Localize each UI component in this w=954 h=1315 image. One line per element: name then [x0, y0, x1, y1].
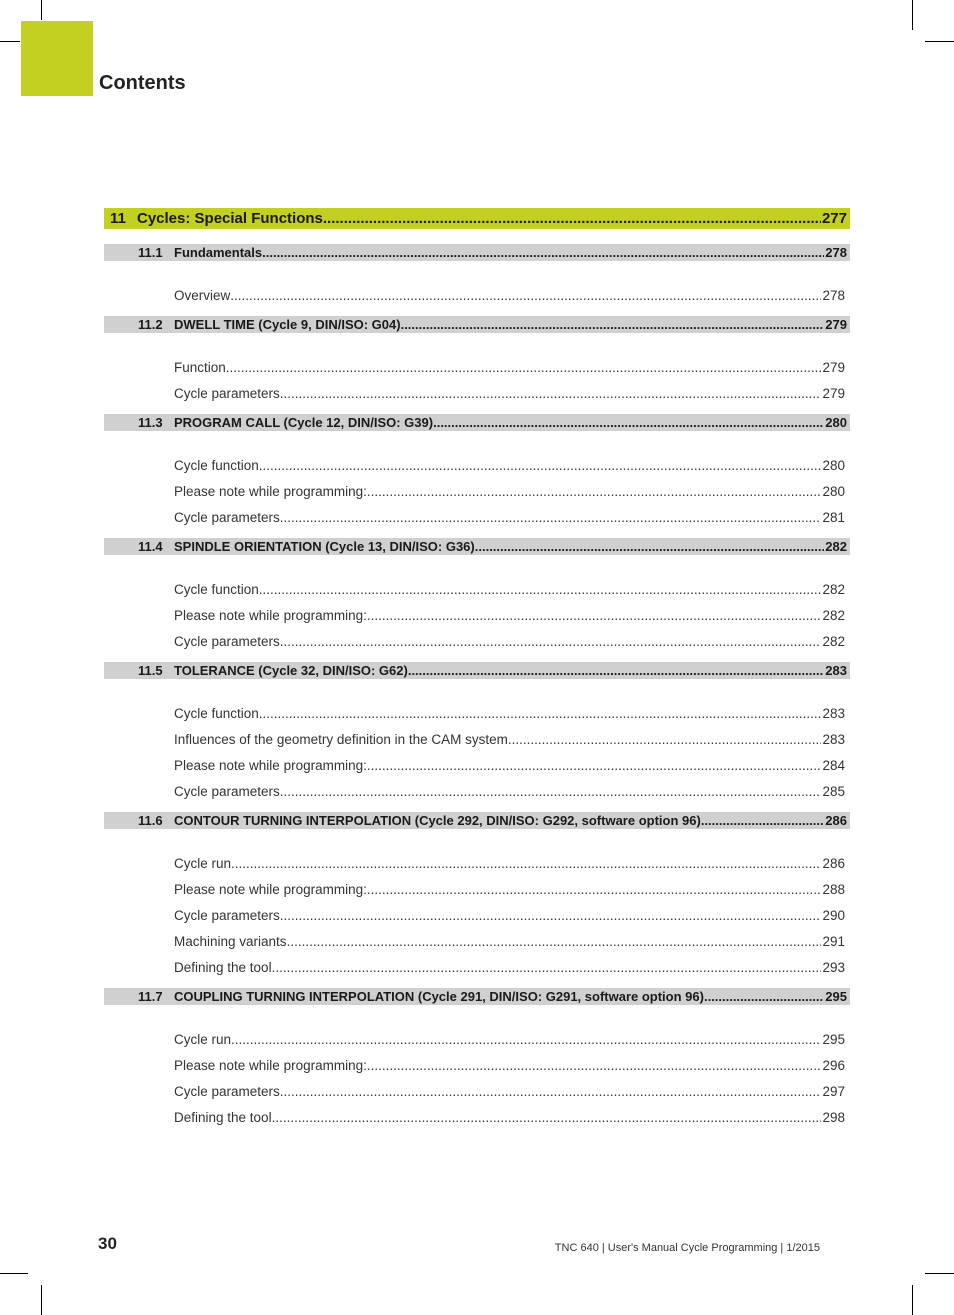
leader-dots [259, 580, 822, 600]
toc-entry-row[interactable] [104, 724, 850, 750]
chapter-number: 11 [110, 210, 126, 227]
toc-section-group [104, 812, 850, 978]
entry-page: 282 [822, 608, 845, 623]
section-page: 282 [825, 539, 847, 554]
leader-dots [259, 704, 822, 724]
leader-dots [367, 606, 822, 626]
entry-title: Please note while programming: [174, 608, 367, 623]
crop-mark [41, 1285, 42, 1315]
entry-title: Please note while programming: [174, 758, 367, 773]
leader-dots [704, 988, 824, 1005]
footer-text: TNC 640 | User's Manual Cycle Programming | 1/2015 [554, 1242, 820, 1254]
entry-page: 288 [822, 882, 845, 897]
crop-mark [0, 41, 20, 42]
leader-dots [287, 932, 822, 952]
section-title: PROGRAM CALL (Cycle 12, DIN/ISO: G39) [174, 415, 434, 430]
crop-mark [925, 1273, 954, 1274]
toc-entry-row[interactable] [104, 750, 850, 776]
section-title: TOLERANCE (Cycle 32, DIN/ISO: G62) [174, 663, 408, 678]
toc-section-group [104, 414, 850, 528]
entry-page: 279 [822, 360, 845, 375]
entry-page: 278 [822, 288, 845, 303]
section-page: 295 [825, 989, 847, 1004]
leader-dots [367, 1056, 822, 1076]
leader-dots [226, 358, 822, 378]
entry-title: Cycle run [174, 1032, 232, 1047]
chapter-page: 277 [821, 210, 847, 227]
footer-page-number: 30 [98, 1234, 117, 1253]
leader-dots [272, 958, 822, 978]
toc-entry-row[interactable] [104, 900, 850, 926]
section-number: 11.7 [138, 989, 163, 1004]
entry-page: 280 [822, 458, 845, 473]
entry-title: Please note while programming: [174, 882, 367, 897]
entry-page: 283 [822, 732, 845, 747]
section-number: 11.2 [138, 317, 163, 332]
toc-entry-row[interactable] [104, 280, 850, 306]
section-number: 11.1 [138, 245, 163, 260]
toc-entry-row[interactable] [104, 874, 850, 900]
toc-entry-row[interactable] [104, 848, 850, 874]
crop-mark [41, 0, 42, 20]
table-of-contents [104, 208, 850, 1138]
entry-title: Cycle parameters [174, 1084, 280, 1099]
crop-mark [912, 0, 913, 30]
section-page: 279 [825, 317, 847, 332]
entry-page: 286 [822, 856, 845, 871]
entry-title: Machining variants [174, 934, 287, 949]
entry-title: Function [174, 360, 226, 375]
toc-sections [104, 244, 850, 1128]
toc-entry-row[interactable] [104, 450, 850, 476]
entry-title: Cycle function [174, 458, 259, 473]
section-title: COUPLING TURNING INTERPOLATION (Cycle 291, DIN/ISO: G291, software option 96) [174, 989, 704, 1004]
section-page: 280 [825, 415, 847, 430]
leader-dots [401, 316, 825, 333]
entry-page: 284 [822, 758, 845, 773]
leader-dots [367, 756, 822, 776]
entry-title: Influences of the geometry definition in the CAM system [174, 732, 508, 747]
toc-entry-row[interactable] [104, 1024, 850, 1050]
entry-page: 281 [822, 510, 845, 525]
toc-section-row[interactable] [104, 414, 850, 431]
page-title: Contents [99, 72, 186, 94]
leader-dots [475, 538, 825, 555]
toc-section-row[interactable] [104, 812, 850, 829]
toc-chapter-row[interactable] [104, 208, 850, 229]
toc-section-row[interactable] [104, 662, 850, 679]
toc-entry-row[interactable] [104, 502, 850, 528]
entry-page: 282 [822, 582, 845, 597]
leader-dots [280, 1082, 822, 1102]
leader-dots [408, 662, 824, 679]
toc-section-row[interactable] [104, 316, 850, 333]
leader-dots [280, 906, 822, 926]
section-page: 283 [825, 663, 847, 678]
entry-page: 293 [822, 960, 845, 975]
section-number: 11.5 [138, 663, 163, 678]
toc-entry-row[interactable] [104, 476, 850, 502]
toc-section-group [104, 662, 850, 802]
entry-page: 296 [822, 1058, 845, 1073]
toc-section-row[interactable] [104, 244, 850, 261]
toc-entry-row[interactable] [104, 776, 850, 802]
entry-page: 283 [822, 706, 845, 721]
entry-title: Please note while programming: [174, 1058, 367, 1073]
chapter-color-block [21, 21, 93, 96]
section-title: SPINDLE ORIENTATION (Cycle 13, DIN/ISO: G36) [174, 539, 475, 554]
leader-dots [280, 508, 822, 528]
crop-mark [925, 41, 954, 42]
entry-title: Cycle parameters [174, 784, 280, 799]
entry-page: 285 [822, 784, 845, 799]
leader-dots [259, 456, 822, 476]
leader-dots [272, 1108, 822, 1128]
entry-title: Cycle parameters [174, 510, 280, 525]
section-number: 11.3 [138, 415, 163, 430]
leader-dots [230, 286, 821, 306]
leader-dots [367, 880, 822, 900]
entry-page: 291 [822, 934, 845, 949]
toc-entry-row[interactable] [104, 698, 850, 724]
section-page: 286 [825, 813, 847, 828]
toc-entry-row[interactable] [104, 626, 850, 652]
toc-section-group [104, 316, 850, 404]
entry-title: Defining the tool [174, 1110, 272, 1125]
leader-dots [701, 812, 824, 829]
entry-page: 295 [822, 1032, 845, 1047]
entry-title: Cycle parameters [174, 908, 280, 923]
toc-section-row[interactable] [104, 538, 850, 555]
entry-title: Cycle function [174, 706, 259, 721]
entry-page: 297 [822, 1084, 845, 1099]
section-page: 278 [825, 245, 847, 260]
toc-entry-row[interactable] [104, 1102, 850, 1128]
section-number: 11.6 [138, 813, 163, 828]
entry-title: Please note while programming: [174, 484, 367, 499]
toc-entry-row[interactable] [104, 1050, 850, 1076]
section-number: 11.4 [138, 539, 163, 554]
leader-dots [280, 632, 822, 652]
leader-dots [323, 208, 821, 229]
leader-dots [280, 782, 822, 802]
leader-dots [262, 244, 824, 261]
toc-section-group [104, 244, 850, 306]
leader-dots [231, 1030, 821, 1050]
section-title: DWELL TIME (Cycle 9, DIN/ISO: G04) [174, 317, 401, 332]
entry-page: 290 [822, 908, 845, 923]
toc-section-row[interactable] [104, 988, 850, 1005]
leader-dots [367, 482, 822, 502]
toc-entry-row[interactable] [104, 574, 850, 600]
section-title: CONTOUR TURNING INTERPOLATION (Cycle 292, DIN/ISO: G292, software option 96) [174, 813, 701, 828]
toc-entry-row[interactable] [104, 926, 850, 952]
toc-entry-row[interactable] [104, 1076, 850, 1102]
entry-page: 279 [822, 386, 845, 401]
leader-dots [433, 414, 824, 431]
chapter-title: Cycles: Special Functions [137, 210, 323, 227]
entry-page: 282 [822, 634, 845, 649]
entry-title: Cycle function [174, 582, 259, 597]
toc-entry-row[interactable] [104, 600, 850, 626]
toc-entry-row[interactable] [104, 352, 850, 378]
entry-page: 280 [822, 484, 845, 499]
entry-page: 298 [822, 1110, 845, 1125]
entry-title: Cycle parameters [174, 634, 280, 649]
leader-dots [280, 384, 822, 404]
crop-mark [912, 1285, 913, 1315]
toc-entry-row[interactable] [104, 952, 850, 978]
crop-mark [0, 1273, 28, 1274]
entry-title: Defining the tool [174, 960, 272, 975]
toc-section-group [104, 988, 850, 1128]
toc-entry-row[interactable] [104, 378, 850, 404]
entry-title: Cycle run [174, 856, 232, 871]
section-title: Fundamentals [174, 245, 263, 260]
entry-title: Overview [174, 288, 231, 303]
leader-dots [508, 730, 822, 750]
toc-section-group [104, 538, 850, 652]
leader-dots [231, 854, 821, 874]
entry-title: Cycle parameters [174, 386, 280, 401]
